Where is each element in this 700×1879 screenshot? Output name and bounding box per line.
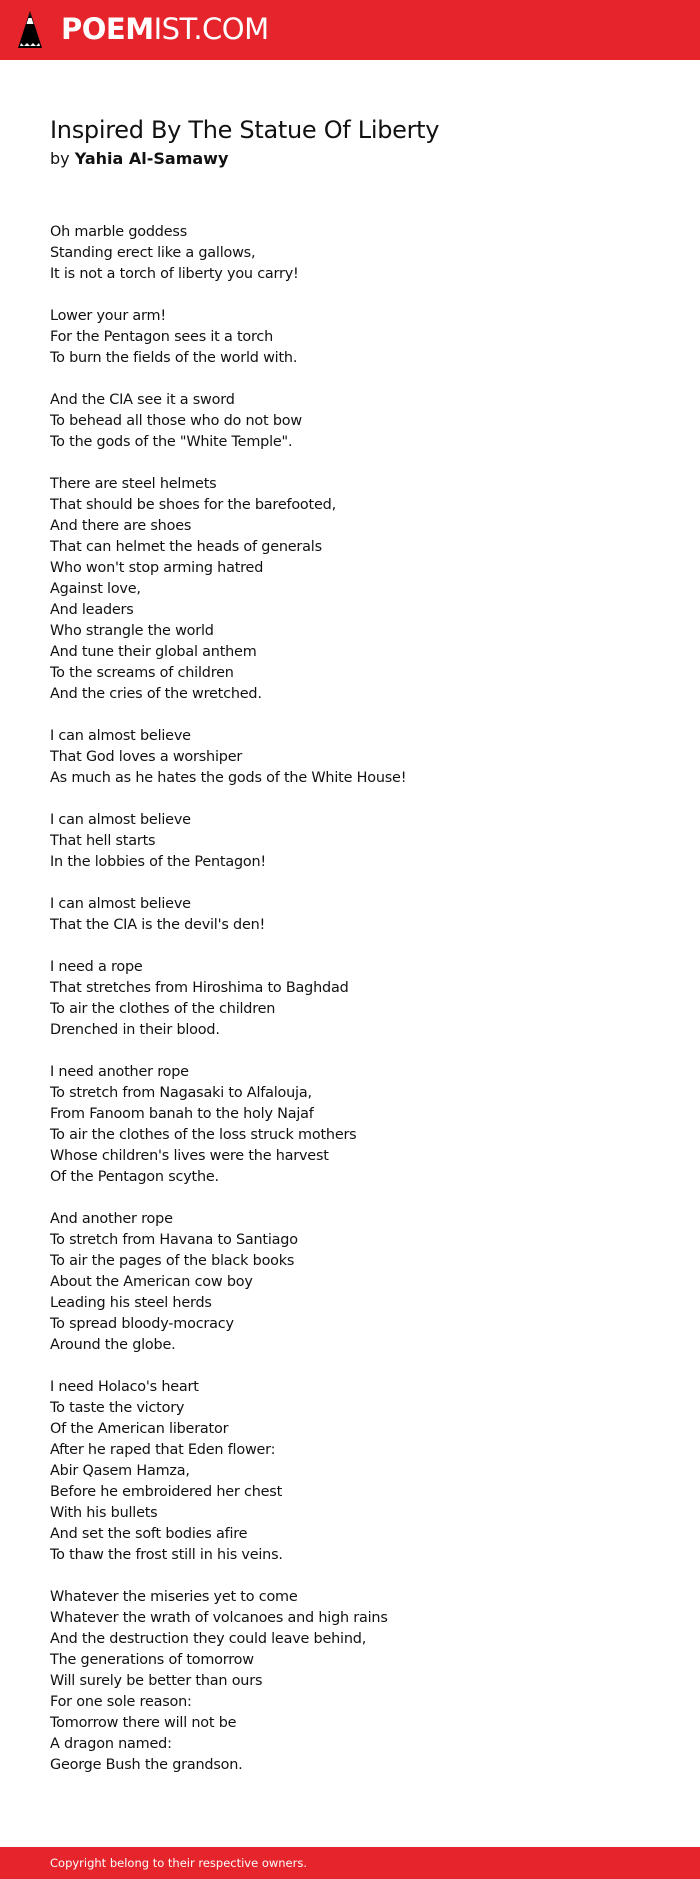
poem-line: I can almost believe: [50, 728, 191, 744]
poem-line: That stretches from Hiroshima to Baghdad: [50, 980, 349, 996]
poem-body: [50, 222, 650, 1776]
poem-line: A dragon named:: [50, 1736, 172, 1752]
poem-line: As much as he hates the gods of the White House!: [50, 770, 407, 786]
poem-line: George Bush the grandson.: [50, 1757, 243, 1773]
poem-line: Leading his steel herds: [50, 1295, 212, 1311]
poem-line: Who won't stop arming hatred: [50, 560, 264, 576]
poem-stanza: [50, 1209, 650, 1356]
poem-line: Tomorrow there will not be: [50, 1715, 237, 1731]
poem-stanza: [50, 1587, 650, 1776]
poem-line: Will surely be better than ours: [50, 1673, 263, 1689]
poem-line: To air the clothes of the children: [50, 1001, 276, 1017]
poem-line: To thaw the frost still in his veins.: [50, 1547, 283, 1563]
poem-line: Before he embroidered her chest: [50, 1484, 283, 1500]
poem-line: I can almost believe: [50, 896, 191, 912]
poem-line: To the screams of children: [50, 665, 234, 681]
poem-stanza: [50, 894, 650, 936]
poem-line: I need a rope: [50, 959, 143, 975]
poem-line: There are steel helmets: [50, 476, 217, 492]
poem-line: The generations of tomorrow: [50, 1652, 254, 1668]
poem-byline: [50, 147, 650, 171]
poem-line: To behead all those who do not bow: [50, 413, 302, 429]
poem-line: Whatever the miseries yet to come: [50, 1589, 298, 1605]
poem-stanza: [50, 474, 650, 705]
poem-line: That should be shoes for the barefooted,: [50, 497, 336, 513]
pencil-tip-icon[interactable]: [17, 10, 43, 50]
poem-line: That can helmet the heads of generals: [50, 539, 322, 555]
footer-copyright: Copyright belong to their respective owners.: [50, 1856, 308, 1870]
poem-line: And the cries of the wretched.: [50, 686, 262, 702]
poem-line: And set the soft bodies afire: [50, 1526, 248, 1542]
poem-stanza: [50, 957, 650, 1041]
poem-line: That the CIA is the devil's den!: [50, 917, 266, 933]
poem-line: With his bullets: [50, 1505, 158, 1521]
poem-line: And the destruction they could leave behind,: [50, 1631, 367, 1647]
poem-line: Drenched in their blood.: [50, 1022, 220, 1038]
poem-line: Who strangle the world: [50, 623, 214, 639]
poem-stanza: [50, 306, 650, 369]
poem-line: Oh marble goddess: [50, 224, 187, 240]
poem-line: Around the globe.: [50, 1337, 176, 1353]
poem-line: That hell starts: [50, 833, 156, 849]
poem-line: That God loves a worshiper: [50, 749, 243, 765]
poem-line: And leaders: [50, 602, 134, 618]
poem-line: To air the clothes of the loss struck mothers: [50, 1127, 357, 1143]
logo-bold-text: POEM: [61, 12, 154, 46]
site-logo[interactable]: [61, 11, 269, 47]
poem-line: Whose children's lives were the harvest: [50, 1148, 329, 1164]
poem-stanza: [50, 390, 650, 453]
poem-line: To taste the victory: [50, 1400, 185, 1416]
poem-stanza: [50, 726, 650, 789]
poem-line: Lower your arm!: [50, 308, 166, 324]
poem-line: To stretch from Nagasaki to Alfalouja,: [50, 1085, 312, 1101]
poem-line: Of the American liberator: [50, 1421, 229, 1437]
poem-line: And another rope: [50, 1211, 173, 1227]
poem-line: To burn the fields of the world with.: [50, 350, 298, 366]
poem-line: Standing erect like a gallows,: [50, 245, 256, 261]
poem-line: I can almost believe: [50, 812, 191, 828]
poem-line: Abir Qasem Hamza,: [50, 1463, 190, 1479]
poem-line: To air the pages of the black books: [50, 1253, 295, 1269]
poem-line: Of the Pentagon scythe.: [50, 1169, 219, 1185]
poem-line: To the gods of the "White Temple".: [50, 434, 293, 450]
poem-line: For one sole reason:: [50, 1694, 192, 1710]
poem-title: Inspired By The Statue Of Liberty: [50, 116, 440, 144]
site-header: [0, 0, 700, 60]
poem-stanza: [50, 1062, 650, 1188]
poem-line: After he raped that Eden flower:: [50, 1442, 276, 1458]
poem-line: To spread bloody-mocracy: [50, 1316, 234, 1332]
poem-stanza: [50, 810, 650, 873]
poem-line: In the lobbies of the Pentagon!: [50, 854, 266, 870]
poem-author: Yahia Al-Samawy: [74, 149, 229, 168]
poem-stanza: [50, 222, 650, 285]
poem-line: Whatever the wrath of volcanoes and high rains: [50, 1610, 388, 1626]
poem-line: And the CIA see it a sword: [50, 392, 235, 408]
poem-line: To stretch from Havana to Santiago: [50, 1232, 298, 1248]
poem-line: I need another rope: [50, 1064, 189, 1080]
poem-line: From Fanoom banah to the holy Najaf: [50, 1106, 314, 1122]
byline-prefix: by: [50, 149, 70, 168]
poem-line: And there are shoes: [50, 518, 192, 534]
poem-line: Against love,: [50, 581, 141, 597]
logo-light-text: IST.COM: [153, 12, 269, 46]
poem-line: I need Holaco's heart: [50, 1379, 199, 1395]
poem-line: For the Pentagon sees it a torch: [50, 329, 274, 345]
site-footer: [0, 1847, 700, 1879]
poem-line: And tune their global anthem: [50, 644, 257, 660]
poem-content: [50, 113, 650, 1797]
poem-stanza: [50, 1377, 650, 1566]
poem-line: About the American cow boy: [50, 1274, 253, 1290]
poem-line: It is not a torch of liberty you carry!: [50, 266, 299, 282]
